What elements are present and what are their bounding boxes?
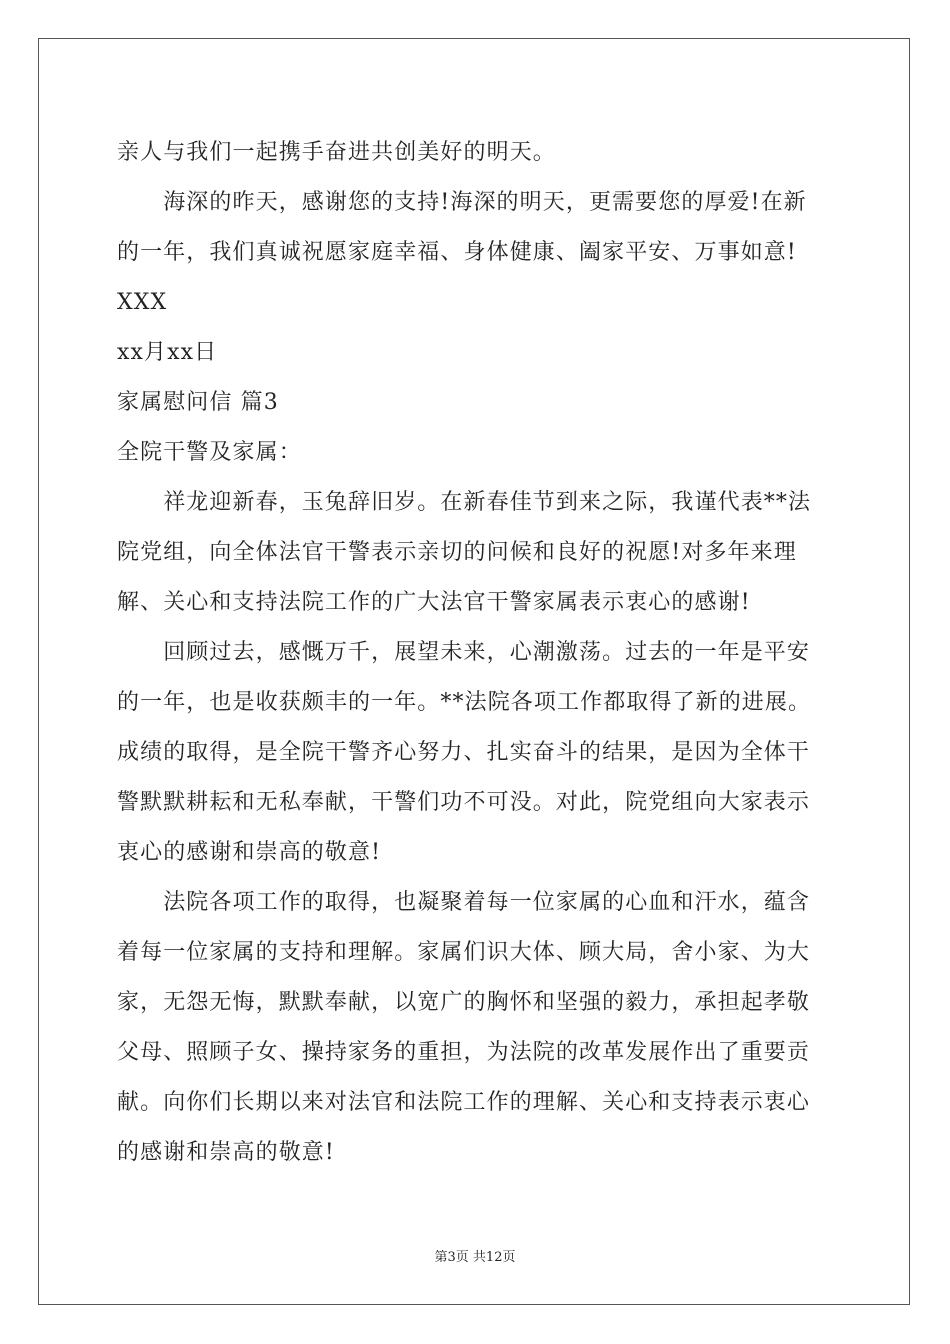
salutation: 全院干警及家属： xyxy=(117,440,302,465)
text-line: 的感谢和崇高的敬意! xyxy=(117,1140,335,1165)
date-line: xx月xx日 xyxy=(117,340,218,365)
text-line: 院党组，向全体法官干警表示亲切的问候和良好的祝愿!对多年来理 xyxy=(117,540,797,565)
text-line: 父母、照顾子女、操持家务的重担，为法院的改革发展作出了重要贡 xyxy=(117,1040,811,1065)
text-line: 祥龙迎新春，玉兔辞旧岁。在新春佳节到来之际，我谨代表**法 xyxy=(117,490,812,515)
text-line: 警默默耕耘和无私奉献，干警们功不可没。对此，院党组向大家表示 xyxy=(117,790,811,815)
text-line: 的一年，我们真诚祝愿家庭幸福、身体健康、阖家平安、万事如意! xyxy=(117,240,797,265)
text-line: 着每一位家属的支持和理解。家属们识大体、顾大局，舍小家、为大 xyxy=(117,940,811,965)
text-line: 海深的昨天，感谢您的支持!海深的明天，更需要您的厚爱!在新 xyxy=(117,190,807,215)
page-number: 第3页 共12页 xyxy=(434,1250,516,1265)
document-body xyxy=(117,128,837,1178)
text-line: 亲人与我们一起携手奋进共创美好的明天。 xyxy=(117,140,556,165)
signature-line: XXX xyxy=(117,290,168,315)
section-heading: 家属慰问信 篇3 xyxy=(117,390,279,415)
text-line: 回顾过去，感慨万千，展望未来，心潮激荡。过去的一年是平安 xyxy=(117,640,811,665)
text-line: 法院各项工作的取得，也凝聚着每一位家属的心血和汗水，蕴含 xyxy=(117,890,811,915)
text-line: 的一年，也是收获颇丰的一年。**法院各项工作都取得了新的进展。 xyxy=(117,690,812,715)
text-line: 成绩的取得，是全院干警齐心努力、扎实奋斗的结果，是因为全体干 xyxy=(117,740,811,765)
text-line: 家，无怨无悔，默默奉献，以宽广的胸怀和坚强的毅力，承担起孝敬 xyxy=(117,990,811,1015)
text-line: 衷心的感谢和崇高的敬意! xyxy=(117,840,382,865)
text-line: 解、关心和支持法院工作的广大法官干警家属表示衷心的感谢! xyxy=(117,590,751,615)
text-line: 献。向你们长期以来对法官和法院工作的理解、关心和支持表示衷心 xyxy=(117,1090,811,1115)
